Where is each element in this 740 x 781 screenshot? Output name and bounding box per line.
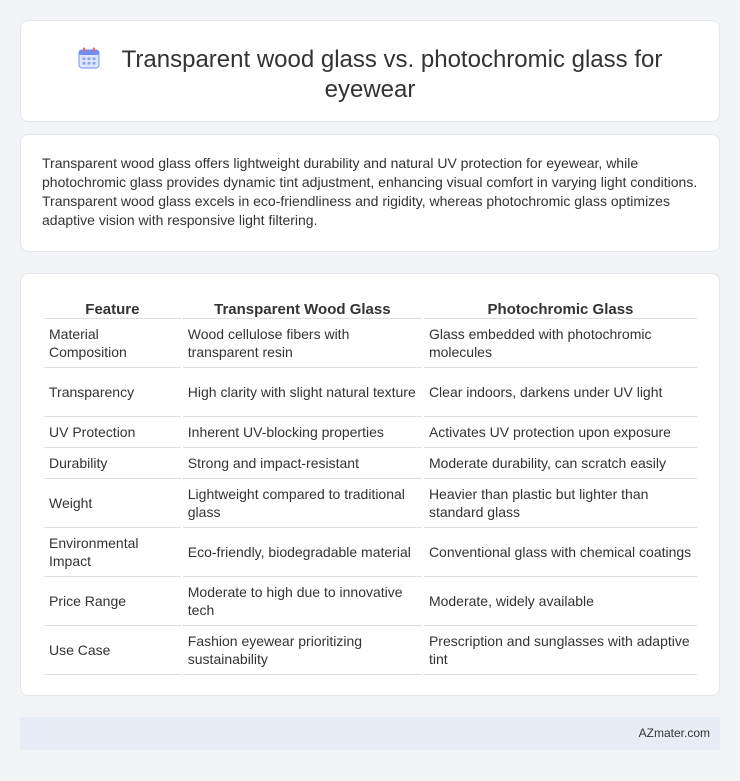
footer-bar [20, 717, 720, 750]
feature-cell: Environmental Impact [44, 528, 181, 577]
feature-cell: Material Composition [44, 319, 181, 368]
header-feature: Feature [44, 297, 181, 319]
photochromic-cell: Prescription and sunglasses with adaptive tint [424, 626, 697, 675]
photochromic-cell: Activates UV protection upon exposure [424, 417, 697, 448]
feature-cell: Durability [44, 448, 181, 479]
table-row [44, 448, 697, 479]
photochromic-cell: Glass embedded with photochromic molecules [424, 319, 697, 368]
wood-glass-cell: High clarity with slight natural texture [183, 368, 422, 417]
calendar-icon [78, 47, 100, 69]
wood-glass-cell: Moderate to high due to innovative tech [183, 577, 422, 626]
photochromic-cell: Clear indoors, darkens under UV light [424, 368, 697, 417]
comparison-table [42, 297, 699, 675]
wood-glass-cell: Strong and impact-resistant [183, 448, 422, 479]
feature-cell: Weight [44, 479, 181, 528]
summary-text: Transparent wood glass offers lightweight durability and natural UV protection for eyewear, while photochromic glass provides dynamic tint adjustment, enhancing visual comfort in varying light conditions. Transparent wood glass excels in eco-friendliness and rigidity, whereas photochromic glass optimizes adaptive vision with responsive light filtering. [42, 155, 698, 228]
table-row [44, 319, 697, 368]
feature-cell: UV Protection [44, 417, 181, 448]
header-transparent-wood-glass: Transparent Wood Glass [183, 297, 422, 319]
photochromic-cell: Moderate, widely available [424, 577, 697, 626]
page-title: Transparent wood glass vs. photochromic glass for eyewear [121, 46, 663, 103]
table-row [44, 528, 697, 577]
table-row [44, 417, 697, 448]
table-row [44, 626, 697, 675]
wood-glass-cell: Eco-friendly, biodegradable material [183, 528, 422, 577]
header-photochromic-glass: Photochromic Glass [424, 297, 697, 319]
feature-cell: Price Range [44, 577, 181, 626]
summary-card [20, 134, 720, 252]
page-title-wrap [21, 45, 719, 105]
photochromic-cell: Conventional glass with chemical coatings [424, 528, 697, 577]
table-row [44, 368, 697, 417]
feature-cell: Use Case [44, 626, 181, 675]
wood-glass-cell: Fashion eyewear prioritizing sustainability [183, 626, 422, 675]
wood-glass-cell: Inherent UV-blocking properties [183, 417, 422, 448]
table-row [44, 577, 697, 626]
table-header-row [44, 297, 697, 319]
photochromic-cell: Heavier than plastic but lighter than standard glass [424, 479, 697, 528]
wood-glass-cell: Lightweight compared to traditional glass [183, 479, 422, 528]
table-row [44, 479, 697, 528]
photochromic-cell: Moderate durability, can scratch easily [424, 448, 697, 479]
comparison-card [20, 273, 720, 696]
title-card [20, 20, 720, 122]
feature-cell: Transparency [44, 368, 181, 417]
wood-glass-cell: Wood cellulose fibers with transparent resin [183, 319, 422, 368]
footer-brand: AZmater.com [638, 726, 710, 740]
